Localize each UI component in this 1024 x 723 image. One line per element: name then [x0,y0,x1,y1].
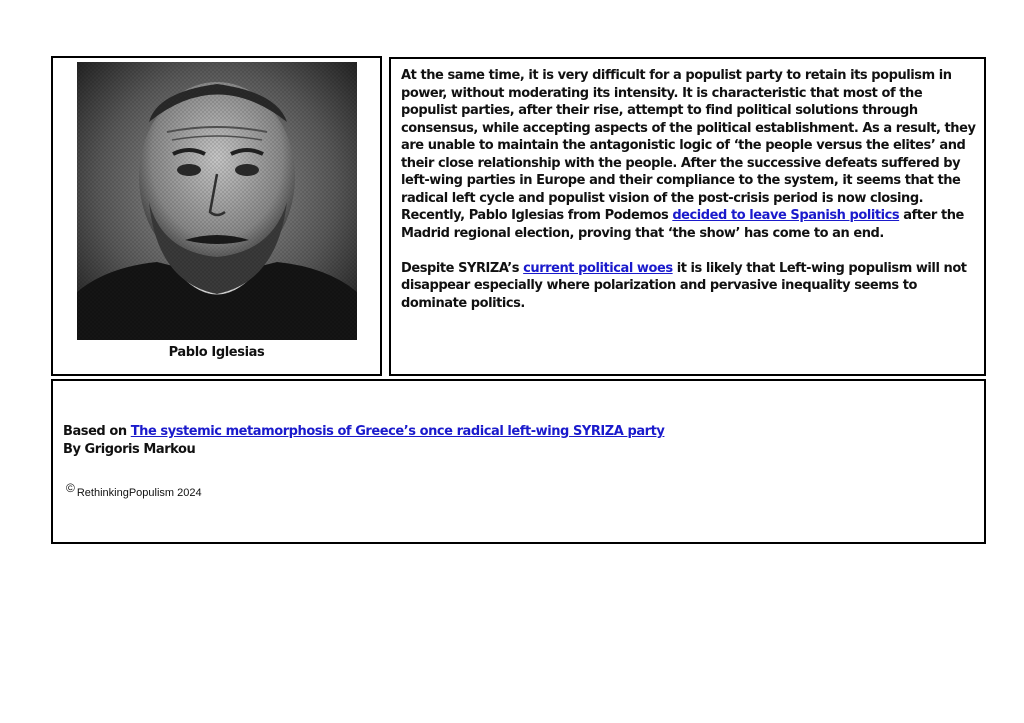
source-panel [51,379,986,544]
paragraph-1-text-b: after the Madrid regional election, proving that ‘the show’ has come to an end. [401,208,964,241]
portrait-image [77,62,357,340]
article-paragraph-1 [401,67,979,242]
political-woes-link[interactable]: current political woes [523,260,673,276]
leave-spanish-politics-link[interactable]: decided to leave Spanish politics [672,208,900,223]
article-body [401,67,979,330]
source-citation [63,423,664,458]
paragraph-2-text-b: it is likely that Left-wing populism will not disappear especially where polarization and pervasive inequality seems to dominate politics. [401,260,967,311]
copyright-notice [66,481,202,499]
photo-caption: Pablo Iglesias [168,345,265,360]
source-line [63,423,664,441]
author-line: By Grigoris Markou [63,441,196,457]
source-article-link[interactable]: The systemic metamorphosis of Greece’s once radical left-wing SYRIZA party [130,424,665,439]
based-on-label: Based on [63,424,131,439]
article-panel [389,57,986,376]
paragraph-2-text-a: Despite SYRIZA’s [401,260,524,276]
copyright-icon: © [66,481,75,495]
photo-panel [51,56,382,376]
paragraph-1-text-a: At the same time, it is very difficult for a populist party to retain its populism in power, without moderating its intensity. It is characteristic that most of the populist parties, after their rise, attempt to find political solutions through consensus, while accepting aspects of the political establishment. As a result, they are unable to maintain the antagonistic logic of ‘the people versus the elites’ and their close relationship with the people. After the successive defeats suffered by left-wing parties in Europe and their compliance to the system, it seems that the radical left cycle and populist vision of the post-crisis period is now closing. Recently, Pablo Iglesias from Podemos [401,68,976,223]
article-paragraph-2 [401,260,979,313]
copyright-text: RethinkingPopulism 2024 [76,487,202,499]
